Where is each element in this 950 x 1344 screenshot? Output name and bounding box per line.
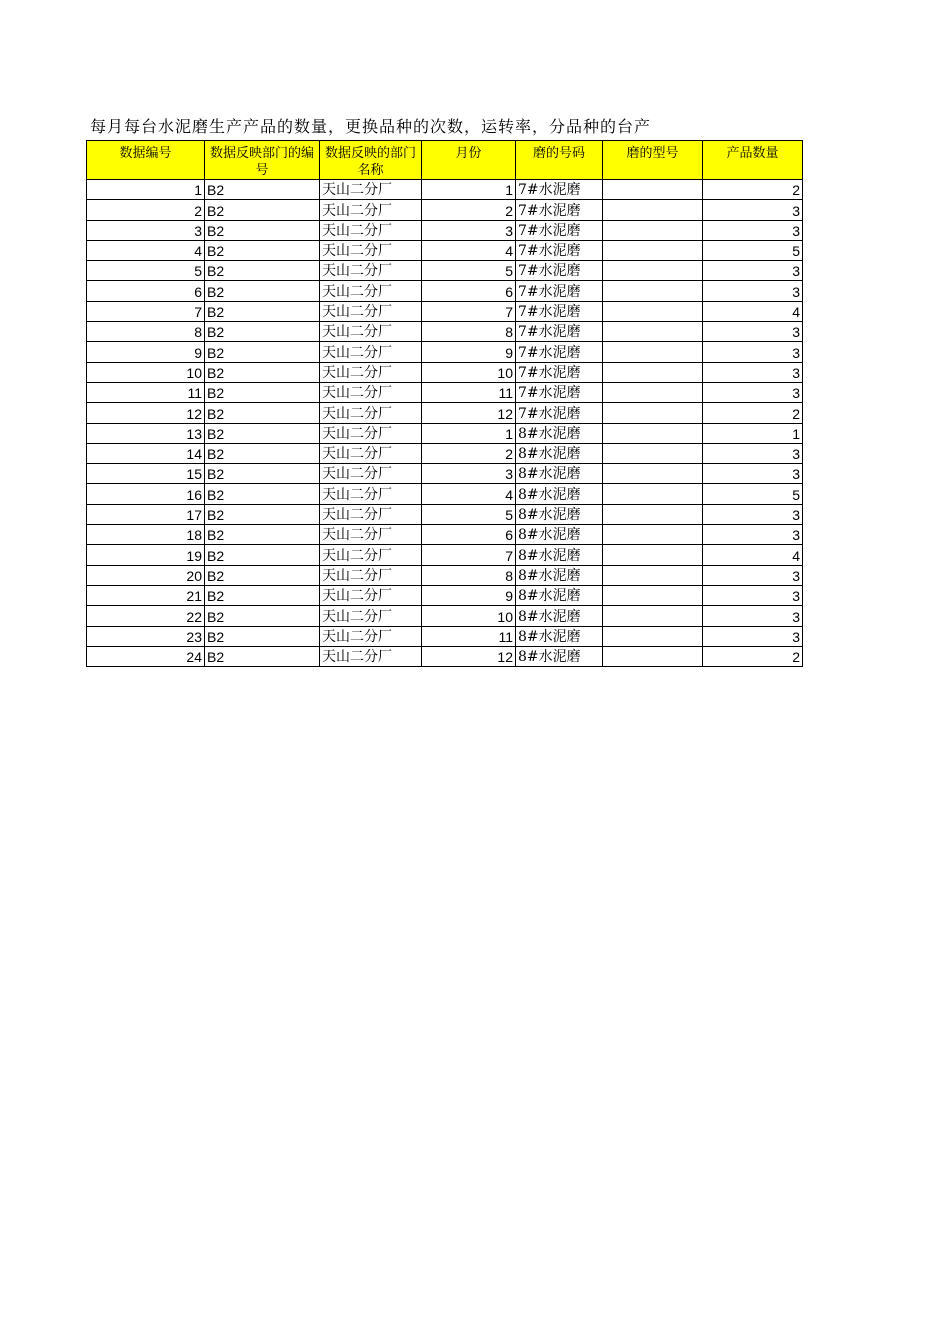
- cell-data-id[interactable]: 9: [87, 342, 205, 362]
- cell-dept-code[interactable]: B2: [205, 646, 320, 666]
- header-month[interactable]: 月份: [422, 141, 516, 180]
- cell-month[interactable]: 3: [422, 464, 516, 484]
- cell-month[interactable]: 11: [422, 382, 516, 402]
- cell-mill-model[interactable]: [603, 646, 703, 666]
- header-mill-model[interactable]: 磨的型号: [603, 141, 703, 180]
- cell-dept-code[interactable]: B2: [205, 585, 320, 605]
- cell-month[interactable]: 10: [422, 606, 516, 626]
- cell-month[interactable]: 9: [422, 342, 516, 362]
- cell-mill-number[interactable]: 8#水泥磨: [516, 585, 603, 605]
- cell-dept-name[interactable]: 天山二分厂: [320, 220, 422, 240]
- cell-mill-model[interactable]: [603, 362, 703, 382]
- cell-dept-code[interactable]: B2: [205, 484, 320, 504]
- cell-dept-name[interactable]: 天山二分厂: [320, 403, 422, 423]
- cell-dept-code[interactable]: B2: [205, 281, 320, 301]
- cell-dept-name[interactable]: 天山二分厂: [320, 261, 422, 281]
- cell-data-id[interactable]: 3: [87, 220, 205, 240]
- cell-product-quantity[interactable]: 2: [703, 403, 803, 423]
- cell-mill-model[interactable]: [603, 423, 703, 443]
- cell-mill-model[interactable]: [603, 382, 703, 402]
- table-row: [87, 200, 803, 220]
- cell-mill-number[interactable]: 8#水泥磨: [516, 606, 603, 626]
- cell-mill-model[interactable]: [603, 240, 703, 260]
- cell-mill-number[interactable]: 8#水泥磨: [516, 423, 603, 443]
- cell-mill-number[interactable]: 7#水泥磨: [516, 240, 603, 260]
- cell-data-id[interactable]: 4: [87, 240, 205, 260]
- cell-mill-model[interactable]: [603, 322, 703, 342]
- header-data-id[interactable]: 数据编号: [87, 141, 205, 180]
- cell-dept-name[interactable]: 天山二分厂: [320, 423, 422, 443]
- cell-month[interactable]: 4: [422, 484, 516, 504]
- table-row: [87, 484, 803, 504]
- cell-mill-number[interactable]: 7#水泥磨: [516, 322, 603, 342]
- cell-dept-code[interactable]: B2: [205, 342, 320, 362]
- cell-month[interactable]: 5: [422, 504, 516, 524]
- cell-month[interactable]: 12: [422, 403, 516, 423]
- table-row: [87, 281, 803, 301]
- cell-data-id[interactable]: 21: [87, 585, 205, 605]
- cell-dept-name[interactable]: 天山二分厂: [320, 646, 422, 666]
- cell-dept-code[interactable]: B2: [205, 382, 320, 402]
- cell-data-id[interactable]: 23: [87, 626, 205, 646]
- cell-month[interactable]: 3: [422, 220, 516, 240]
- cell-product-quantity[interactable]: 3: [703, 342, 803, 362]
- table-row: [87, 464, 803, 484]
- cell-product-quantity[interactable]: 3: [703, 362, 803, 382]
- cell-dept-name[interactable]: 天山二分厂: [320, 606, 422, 626]
- cell-mill-number[interactable]: 7#水泥磨: [516, 220, 603, 240]
- cell-month[interactable]: 1: [422, 180, 516, 200]
- cell-dept-name[interactable]: 天山二分厂: [320, 626, 422, 646]
- table-row: [87, 565, 803, 585]
- cell-mill-number[interactable]: 7#水泥磨: [516, 281, 603, 301]
- cell-month[interactable]: 6: [422, 281, 516, 301]
- cell-dept-name[interactable]: 天山二分厂: [320, 545, 422, 565]
- cell-mill-model[interactable]: [603, 301, 703, 321]
- cell-product-quantity[interactable]: 3: [703, 606, 803, 626]
- cell-mill-model[interactable]: [603, 443, 703, 463]
- cell-product-quantity[interactable]: 3: [703, 382, 803, 402]
- cell-dept-name[interactable]: 天山二分厂: [320, 565, 422, 585]
- cell-mill-model[interactable]: [603, 403, 703, 423]
- cell-mill-number[interactable]: 7#水泥磨: [516, 403, 603, 423]
- table-row: [87, 180, 803, 200]
- cell-dept-name[interactable]: 天山二分厂: [320, 281, 422, 301]
- cell-data-id[interactable]: 13: [87, 423, 205, 443]
- cell-dept-code[interactable]: B2: [205, 525, 320, 545]
- header-row: [87, 141, 803, 180]
- table-row: [87, 626, 803, 646]
- cell-dept-name[interactable]: 天山二分厂: [320, 342, 422, 362]
- cell-dept-name[interactable]: 天山二分厂: [320, 464, 422, 484]
- cell-dept-name[interactable]: 天山二分厂: [320, 484, 422, 504]
- cell-mill-number[interactable]: 8#水泥磨: [516, 525, 603, 545]
- cell-product-quantity[interactable]: 3: [703, 525, 803, 545]
- cell-dept-code[interactable]: B2: [205, 180, 320, 200]
- table-row: [87, 362, 803, 382]
- cell-product-quantity[interactable]: 3: [703, 464, 803, 484]
- cell-product-quantity[interactable]: 3: [703, 220, 803, 240]
- cell-data-id[interactable]: 22: [87, 606, 205, 626]
- cell-data-id[interactable]: 8: [87, 322, 205, 342]
- cell-data-id[interactable]: 15: [87, 464, 205, 484]
- table-row: [87, 322, 803, 342]
- cell-dept-code[interactable]: B2: [205, 403, 320, 423]
- table-body: [87, 180, 803, 667]
- cell-data-id[interactable]: 14: [87, 443, 205, 463]
- cell-month[interactable]: 7: [422, 545, 516, 565]
- cell-dept-code[interactable]: B2: [205, 220, 320, 240]
- cell-dept-code[interactable]: B2: [205, 261, 320, 281]
- cell-data-id[interactable]: 6: [87, 281, 205, 301]
- cell-dept-code[interactable]: B2: [205, 240, 320, 260]
- cell-mill-model[interactable]: [603, 180, 703, 200]
- cell-month[interactable]: 2: [422, 200, 516, 220]
- cell-product-quantity[interactable]: 3: [703, 504, 803, 524]
- cell-dept-name[interactable]: 天山二分厂: [320, 525, 422, 545]
- cell-mill-model[interactable]: [603, 220, 703, 240]
- cell-data-id[interactable]: 19: [87, 545, 205, 565]
- cell-mill-number[interactable]: 8#水泥磨: [516, 464, 603, 484]
- cell-dept-code[interactable]: B2: [205, 545, 320, 565]
- cell-mill-number[interactable]: 8#水泥磨: [516, 626, 603, 646]
- cell-mill-model[interactable]: [603, 484, 703, 504]
- table-row: [87, 301, 803, 321]
- cell-product-quantity[interactable]: 5: [703, 240, 803, 260]
- cell-dept-code[interactable]: B2: [205, 362, 320, 382]
- cell-product-quantity[interactable]: 3: [703, 261, 803, 281]
- cell-data-id[interactable]: 18: [87, 525, 205, 545]
- cell-dept-name[interactable]: 天山二分厂: [320, 362, 422, 382]
- cell-mill-number[interactable]: 8#水泥磨: [516, 565, 603, 585]
- cell-dept-name[interactable]: 天山二分厂: [320, 585, 422, 605]
- header-mill-number[interactable]: 磨的号码: [516, 141, 603, 180]
- cell-mill-number[interactable]: 7#水泥磨: [516, 382, 603, 402]
- cell-product-quantity[interactable]: 4: [703, 301, 803, 321]
- header-product-quantity[interactable]: 产品数量: [703, 141, 803, 180]
- cell-product-quantity[interactable]: 3: [703, 200, 803, 220]
- cell-product-quantity[interactable]: 2: [703, 180, 803, 200]
- table-row: [87, 443, 803, 463]
- cell-mill-number[interactable]: 8#水泥磨: [516, 545, 603, 565]
- data-table: [86, 140, 803, 667]
- cell-mill-model[interactable]: [603, 261, 703, 281]
- cell-mill-model[interactable]: [603, 464, 703, 484]
- cell-mill-number[interactable]: 7#水泥磨: [516, 261, 603, 281]
- cell-data-id[interactable]: 16: [87, 484, 205, 504]
- cell-data-id[interactable]: 20: [87, 565, 205, 585]
- cell-product-quantity[interactable]: 3: [703, 626, 803, 646]
- cell-dept-code[interactable]: B2: [205, 464, 320, 484]
- cell-mill-number[interactable]: 7#水泥磨: [516, 342, 603, 362]
- cell-month[interactable]: 9: [422, 585, 516, 605]
- cell-dept-name[interactable]: 天山二分厂: [320, 322, 422, 342]
- cell-month[interactable]: 12: [422, 646, 516, 666]
- cell-product-quantity[interactable]: 2: [703, 646, 803, 666]
- cell-month[interactable]: 4: [422, 240, 516, 260]
- table-row: [87, 545, 803, 565]
- table-row: [87, 240, 803, 260]
- cell-data-id[interactable]: 1: [87, 180, 205, 200]
- cell-dept-code[interactable]: B2: [205, 626, 320, 646]
- cell-mill-number[interactable]: 7#水泥磨: [516, 200, 603, 220]
- cell-mill-model[interactable]: [603, 504, 703, 524]
- cell-product-quantity[interactable]: 5: [703, 484, 803, 504]
- cell-data-id[interactable]: 24: [87, 646, 205, 666]
- cell-data-id[interactable]: 7: [87, 301, 205, 321]
- cell-month[interactable]: 8: [422, 322, 516, 342]
- cell-dept-code[interactable]: B2: [205, 443, 320, 463]
- cell-mill-model[interactable]: [603, 342, 703, 362]
- cell-month[interactable]: 7: [422, 301, 516, 321]
- cell-data-id[interactable]: 2: [87, 200, 205, 220]
- cell-mill-model[interactable]: [603, 545, 703, 565]
- cell-dept-code[interactable]: B2: [205, 504, 320, 524]
- cell-dept-name[interactable]: 天山二分厂: [320, 240, 422, 260]
- table-row: [87, 646, 803, 666]
- cell-mill-model[interactable]: [603, 565, 703, 585]
- table-row: [87, 606, 803, 626]
- cell-dept-code[interactable]: B2: [205, 301, 320, 321]
- cell-month[interactable]: 2: [422, 443, 516, 463]
- cell-mill-model[interactable]: [603, 606, 703, 626]
- cell-dept-name[interactable]: 天山二分厂: [320, 443, 422, 463]
- cell-data-id[interactable]: 17: [87, 504, 205, 524]
- cell-mill-model[interactable]: [603, 626, 703, 646]
- cell-dept-code[interactable]: B2: [205, 322, 320, 342]
- cell-dept-code[interactable]: B2: [205, 606, 320, 626]
- cell-month[interactable]: 11: [422, 626, 516, 646]
- cell-mill-model[interactable]: [603, 585, 703, 605]
- cell-product-quantity[interactable]: 3: [703, 443, 803, 463]
- cell-dept-name[interactable]: 天山二分厂: [320, 382, 422, 402]
- cell-month[interactable]: 6: [422, 525, 516, 545]
- cell-mill-number[interactable]: 8#水泥磨: [516, 646, 603, 666]
- cell-data-id[interactable]: 5: [87, 261, 205, 281]
- cell-dept-code[interactable]: B2: [205, 565, 320, 585]
- cell-mill-number[interactable]: 7#水泥磨: [516, 180, 603, 200]
- cell-dept-name[interactable]: 天山二分厂: [320, 180, 422, 200]
- table-row: [87, 423, 803, 443]
- cell-mill-model[interactable]: [603, 525, 703, 545]
- cell-data-id[interactable]: 10: [87, 362, 205, 382]
- cell-data-id[interactable]: 11: [87, 382, 205, 402]
- cell-product-quantity[interactable]: 4: [703, 545, 803, 565]
- cell-mill-model[interactable]: [603, 281, 703, 301]
- cell-mill-model[interactable]: [603, 200, 703, 220]
- cell-month[interactable]: 10: [422, 362, 516, 382]
- cell-product-quantity[interactable]: 3: [703, 281, 803, 301]
- cell-dept-name[interactable]: 天山二分厂: [320, 504, 422, 524]
- cell-mill-number[interactable]: 7#水泥磨: [516, 362, 603, 382]
- cell-dept-code[interactable]: B2: [205, 423, 320, 443]
- cell-mill-number[interactable]: 8#水泥磨: [516, 484, 603, 504]
- cell-mill-number[interactable]: 8#水泥磨: [516, 443, 603, 463]
- table-row: [87, 220, 803, 240]
- header-dept-code[interactable]: 数据反映部门的编号: [205, 141, 320, 180]
- table-row: [87, 504, 803, 524]
- cell-product-quantity[interactable]: 1: [703, 423, 803, 443]
- cell-month[interactable]: 8: [422, 565, 516, 585]
- cell-mill-number[interactable]: 7#水泥磨: [516, 301, 603, 321]
- cell-month[interactable]: 5: [422, 261, 516, 281]
- table-row: [87, 525, 803, 545]
- cell-data-id[interactable]: 12: [87, 403, 205, 423]
- cell-month[interactable]: 1: [422, 423, 516, 443]
- sheet-title: 每月每台水泥磨生产产品的数量，更换品种的次数，运转率，分品种的台产: [90, 117, 652, 136]
- cell-product-quantity[interactable]: 3: [703, 565, 803, 585]
- table-row: [87, 403, 803, 423]
- cell-dept-code[interactable]: B2: [205, 200, 320, 220]
- cell-product-quantity[interactable]: 3: [703, 585, 803, 605]
- cell-dept-name[interactable]: 天山二分厂: [320, 200, 422, 220]
- cell-mill-number[interactable]: 8#水泥磨: [516, 504, 603, 524]
- cell-product-quantity[interactable]: 3: [703, 322, 803, 342]
- table-row: [87, 342, 803, 362]
- cell-dept-name[interactable]: 天山二分厂: [320, 301, 422, 321]
- table-row: [87, 382, 803, 402]
- table-row: [87, 585, 803, 605]
- header-dept-name[interactable]: 数据反映的部门名称: [320, 141, 422, 180]
- table-row: [87, 261, 803, 281]
